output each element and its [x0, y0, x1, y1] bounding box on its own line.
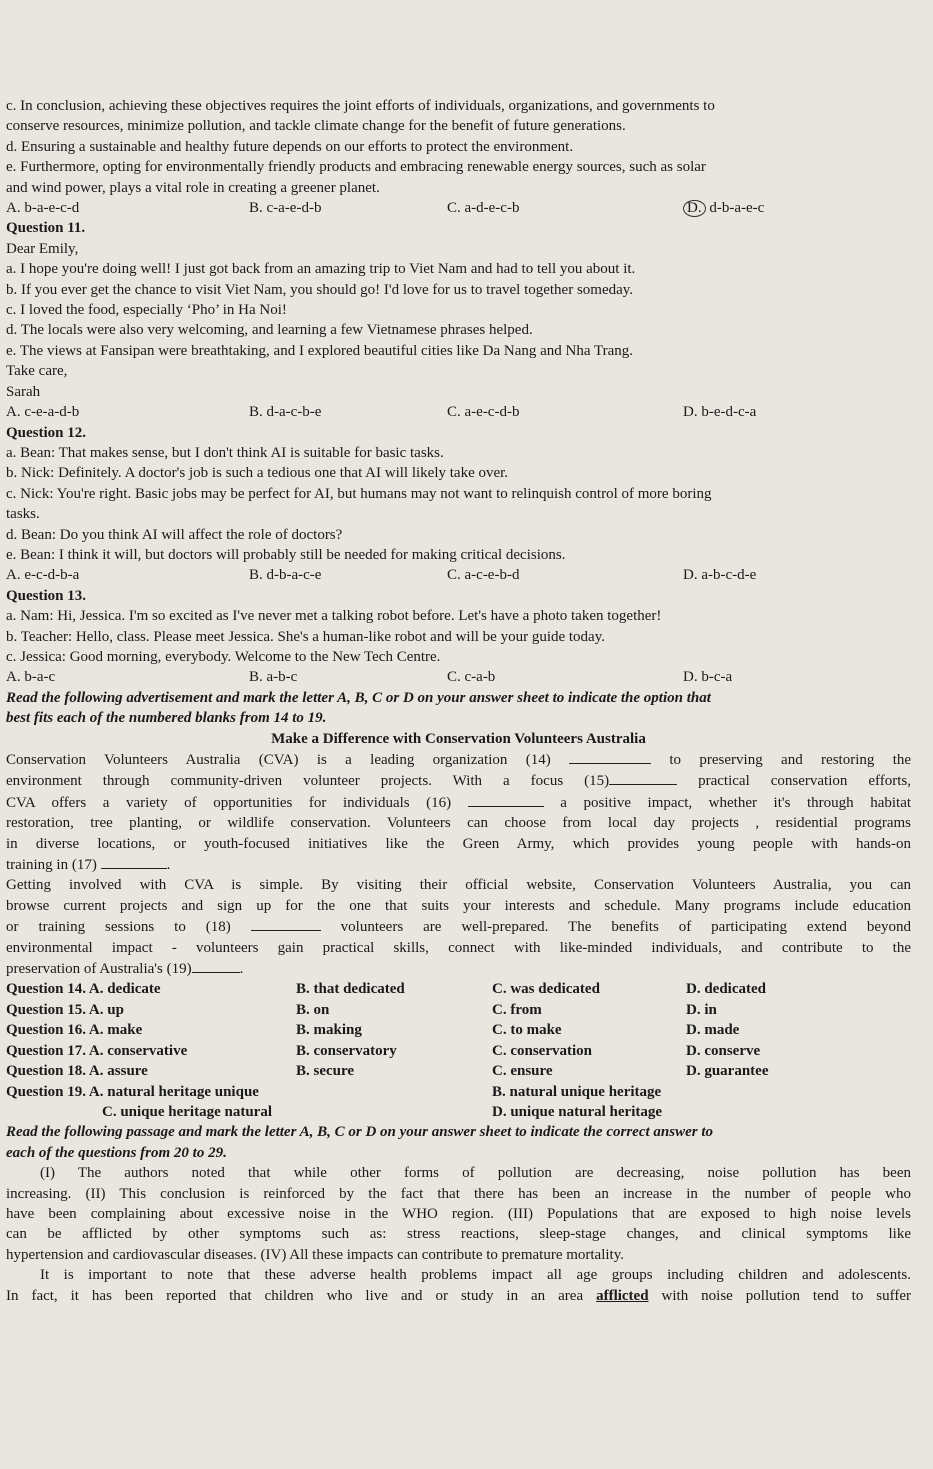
- option-a[interactable]: Question 18. A. assure: [6, 1063, 148, 1080]
- q11-options: [6, 402, 911, 422]
- ad-line: CVA offers a variety of opportunities for individuals (16) a positive impact, whether it's through habitat: [6, 792, 911, 813]
- seq-line: conserve resources, minimize pollution, and tackle climate change for the benefit of future generations.: [6, 118, 626, 135]
- question-label: Question 13.: [6, 587, 87, 604]
- instruction-line: each of the questions from 20 to 29.: [6, 1144, 227, 1161]
- option-c[interactable]: C. c-a-b: [447, 669, 496, 686]
- passage-line: increasing. (II) This conclusion is reinforced by the fact that there has been an increase in the number of people who: [6, 1185, 911, 1202]
- dialogue-line: c. Jessica: Good morning, everybody. Welcome to the New Tech Centre.: [6, 648, 441, 665]
- question-row: [6, 1041, 911, 1061]
- ad-line: browse current projects and sign up for the one that suits your interests and schedule. Many programs include education: [6, 897, 911, 914]
- option-b[interactable]: B. conservatory: [296, 1042, 397, 1059]
- option-d[interactable]: D. dedicated: [686, 981, 766, 998]
- option-c[interactable]: C. a-e-c-d-b: [447, 404, 520, 421]
- option-c[interactable]: C. conservation: [492, 1042, 592, 1059]
- seq-line: and wind power, plays a vital role in creating a greener planet.: [6, 179, 380, 196]
- dialogue-line: c. Nick: You're right. Basic jobs may be perfect for AI, but humans may not want to relinquish control of more boring: [6, 485, 712, 502]
- question-row: [6, 1102, 911, 1122]
- blank-19[interactable]: [192, 958, 240, 973]
- dialogue-line: b. Teacher: Hello, class. Please meet Jessica. She's a human-like robot and will be your guide today.: [6, 628, 605, 645]
- advertisement-body: [6, 749, 911, 979]
- option-b[interactable]: B. d-a-c-b-e: [249, 404, 322, 421]
- sequence-block-q10: [6, 96, 911, 218]
- option-c[interactable]: C. unique heritage natural: [102, 1103, 273, 1120]
- option-b[interactable]: B. that dedicated: [296, 981, 405, 998]
- option-b[interactable]: B. secure: [296, 1063, 355, 1080]
- q12-options: [6, 565, 911, 585]
- option-c[interactable]: C. from: [492, 1001, 542, 1018]
- passage-line: It is important to note that these adverse health problems impact all age groups including children and adolescents.: [40, 1267, 911, 1284]
- option-a[interactable]: Question 19. A. natural heritage unique: [6, 1083, 259, 1100]
- option-d[interactable]: D. a-b-c-d-e: [683, 567, 757, 584]
- option-c[interactable]: C. was dedicated: [492, 981, 600, 998]
- circle-mark: D.: [683, 200, 706, 217]
- letter-line: Sarah: [6, 383, 41, 400]
- option-a[interactable]: Question 16. A. make: [6, 1022, 143, 1039]
- letter-line: a. I hope you're doing well! I just got back from an amazing trip to Viet Nam and had to tell you about it.: [6, 261, 636, 278]
- question-12: [6, 423, 911, 586]
- blank-16[interactable]: [468, 792, 544, 807]
- instruction-line: Read the following advertisement and mark the letter A, B, C or D on your answer sheet to indicate the option that: [6, 689, 711, 706]
- option-d[interactable]: D. b-e-d-c-a: [683, 404, 757, 421]
- ad-line: Getting involved with CVA is simple. By visiting their official website, Conservation Volunteers Australia, you can: [6, 877, 911, 894]
- q10-options: [6, 198, 911, 218]
- option-d[interactable]: D. unique natural heritage: [492, 1103, 663, 1120]
- option-c[interactable]: C. a-c-e-b-d: [447, 567, 520, 584]
- dialogue-line: b. Nick: Definitely. A doctor's job is such a tedious one that AI will likely take over.: [6, 465, 509, 482]
- passage-line: can be afflicted by other symptoms such as: stress reactions, sleep-stage changes, and clinical symptoms like: [6, 1226, 911, 1243]
- blank-15[interactable]: [609, 770, 677, 785]
- option-b[interactable]: B. d-b-a-c-e: [249, 567, 322, 584]
- ad-line: restoration, tree planting, or wildlife conservation. Volunteers can choose from local day projects , residential programs: [6, 815, 911, 832]
- option-b[interactable]: B. making: [296, 1022, 362, 1039]
- ad-line: training in (17) .: [6, 854, 911, 875]
- option-d[interactable]: D. conserve: [686, 1042, 761, 1059]
- seq-line: e. Furthermore, opting for environmentally friendly products and embracing renewable energy sources, such as solar: [6, 159, 706, 176]
- underlined-word: afflicted: [596, 1287, 649, 1304]
- dialogue-line: e. Bean: I think it will, but doctors will probably still be needed for making critical decisions.: [6, 546, 566, 563]
- dialogue-line: tasks.: [6, 506, 40, 523]
- letter-line: Dear Emily,: [6, 240, 79, 257]
- option-c[interactable]: C. to make: [492, 1022, 562, 1039]
- blank-18[interactable]: [251, 916, 321, 931]
- option-a[interactable]: A. b-a-c: [6, 669, 56, 686]
- letter-line: d. The locals were also very welcoming, and learning a few Vietnamese phrases helped.: [6, 322, 533, 339]
- option-a[interactable]: Question 14. A. dedicate: [6, 981, 161, 998]
- option-c[interactable]: C. ensure: [492, 1063, 553, 1080]
- option-a[interactable]: A. c-e-a-d-b: [6, 404, 80, 421]
- blank-17[interactable]: [101, 854, 167, 869]
- letter-line: Take care,: [6, 363, 68, 380]
- option-b[interactable]: B. c-a-e-d-b: [249, 200, 322, 217]
- option-a[interactable]: A. e-c-d-b-a: [6, 567, 80, 584]
- q13-options: [6, 667, 911, 687]
- seq-line: c. In conclusion, achieving these objectives requires the joint efforts of individuals, organizations, and governments to: [6, 98, 715, 114]
- passage-line: (I) The authors noted that while other forms of pollution are decreasing, noise pollution has been: [40, 1165, 911, 1182]
- ad-line: in diverse locations, or youth-focused initiatives like the Green Army, which provides young people with hands-on: [6, 835, 911, 852]
- blank-14[interactable]: [569, 749, 651, 764]
- question-label: Question 11.: [6, 220, 86, 237]
- advertisement-title: Make a Difference with Conservation Volunteers Australia: [271, 730, 646, 747]
- option-b[interactable]: B. a-b-c: [249, 669, 298, 686]
- passage-line: In fact, it has been reported that children who live and or study in an area afflicted with noise pollution tend to suffer: [6, 1287, 911, 1304]
- question-11: [6, 218, 911, 422]
- question-row: [6, 1020, 911, 1040]
- ad-line: Conservation Volunteers Australia (CVA) is a leading organization (14) to preserving and restoring the: [6, 749, 911, 770]
- dialogue-line: d. Bean: Do you think AI will affect the role of doctors?: [6, 526, 343, 543]
- option-b[interactable]: B. natural unique heritage: [492, 1083, 662, 1100]
- letter-line: c. I loved the food, especially ‘Pho’ in Ha Noi!: [6, 302, 287, 319]
- option-a[interactable]: Question 17. A. conservative: [6, 1042, 188, 1059]
- option-a[interactable]: Question 15. A. up: [6, 1001, 124, 1018]
- questions-14-19: [6, 979, 911, 1122]
- option-d[interactable]: D. guarantee: [686, 1063, 769, 1080]
- letter-line: b. If you ever get the chance to visit Viet Nam, you should go! I'd love for us to travel together someday.: [6, 281, 634, 298]
- ad-line: environment through community-driven volunteer projects. With a focus (15) practical conservation efforts,: [6, 770, 911, 791]
- ad-line: environmental impact - volunteers gain practical skills, connect with like-minded individuals, and contribute to the: [6, 939, 911, 956]
- question-row: [6, 979, 911, 999]
- letter-line: e. The views at Fansipan were breathtaking, and I explored beautiful cities like Da Nang and Nha Trang.: [6, 342, 634, 359]
- ad-line: preservation of Australia's (19) .: [6, 958, 911, 979]
- dialogue-line: a. Nam: Hi, Jessica. I'm so excited as I've never met a talking robot before. Let's have a photo taken together!: [6, 608, 662, 625]
- instruction-line: Read the following passage and mark the letter A, B, C or D on your answer sheet to indicate the correct answer to: [6, 1124, 713, 1141]
- option-d[interactable]: D. d-b-a-e-c: [683, 198, 764, 218]
- passage-line: hypertension and cardiovascular diseases. (IV) All these impacts can contribute to premature mortality.: [6, 1246, 624, 1263]
- question-row: [6, 1082, 911, 1102]
- passage-line: have been complaining about excessive noise in the WHO region. (III) Populations that are exposed to high noise levels: [6, 1205, 911, 1222]
- option-d[interactable]: D. in: [686, 1001, 717, 1018]
- option-a[interactable]: A. b-a-e-c-d: [6, 200, 80, 217]
- option-d[interactable]: D. made: [686, 1022, 740, 1039]
- seq-line: d. Ensuring a sustainable and healthy future depends on our efforts to protect the environment.: [6, 138, 574, 155]
- question-row: [6, 1000, 911, 1020]
- ad-line: or training sessions to (18) volunteers are well-prepared. The benefits of participating extend beyond: [6, 916, 911, 937]
- dialogue-line: a. Bean: That makes sense, but I don't think AI is suitable for basic tasks.: [6, 444, 444, 461]
- instruction-line: best fits each of the numbered blanks from 14 to 19.: [6, 710, 327, 727]
- question-row: [6, 1061, 911, 1081]
- question-label: Question 12.: [6, 424, 87, 441]
- reading-passage: [6, 1163, 911, 1306]
- option-b[interactable]: B. on: [296, 1001, 330, 1018]
- question-13: [6, 586, 911, 688]
- option-c[interactable]: C. a-d-e-c-b: [447, 200, 520, 217]
- option-d[interactable]: D. b-c-a: [683, 669, 733, 686]
